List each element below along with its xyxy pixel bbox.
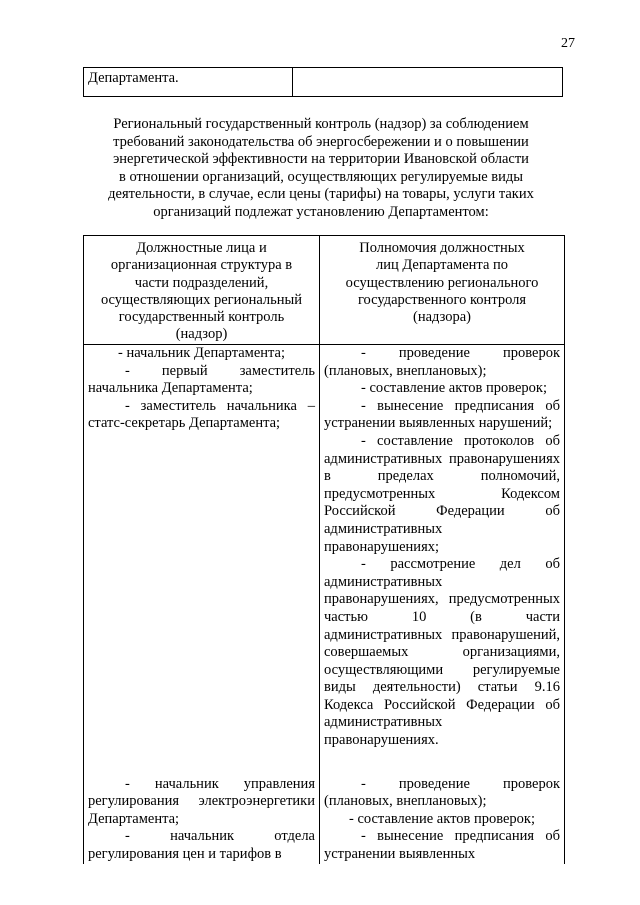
heading-line: в отношении организаций, осуществляющих регулируемые виды [118,168,523,185]
table-header-row [84,236,565,345]
heading-line: организаций подлежат установлению Департаментом: [153,203,489,220]
heading-line: деятельности, в случае, если цены (тарифы) на товары, услуги таких [108,186,534,203]
list-item: - составление протоколов об административных правонарушениях в пределах полномочий, предусмотренных Кодексом Российской Федерации об административных правонарушениях; [324,432,560,555]
heading-line: Региональный государственный контроль (надзор) за соблюдением [113,116,529,132]
list-item: - начальник управления регулирования электроэнергетики Департамента; [88,775,315,827]
authority-table [83,235,565,864]
list-item: - вынесение предписания об устранении выявленных [324,828,560,863]
list-item: - проведение проверок (плановых, внеплановых); [324,345,560,379]
list-item: - рассмотрение дел об административных правонарушениях, предусмотренных частью 10 (в части административных правонарушений, совершаемых организациями, осуществляющими регулируемые виды деятельности) статьи 9.16 Кодекса Российской Федерации об административных правонарушениях. [324,556,560,749]
heading-line: требований законодательства об энергосбережении и о повышении [113,133,529,150]
list-item: - составление актов проверок; [361,380,547,397]
list-item: - начальник Департамента; [117,345,286,361]
list-item: - вынесение предписания об устранении выявленных нарушений; [324,397,560,432]
header-officials: Должностные лица и организационная структура в части подразделений, осуществляющих региональный государственный контроль (надзор) [84,236,320,345]
list-item: - начальник отдела регулирования цен и тарифов в [88,828,315,863]
list-item: - заместитель начальника – статс-секретарь Департамента; [88,397,315,432]
continuation-cell-left: Департамента. [84,68,293,97]
header-powers: Полномочия должностных лиц Департамента по осуществлению регионального государственного контроля (надзора) [320,236,565,345]
list-item: - составление актов проверок; [349,810,535,827]
section-heading [93,116,549,222]
list-item: - первый заместитель начальника Департамента; [88,362,315,397]
powers-cell [320,345,565,864]
page-number: 27 [561,36,575,51]
continuation-table [83,67,563,97]
heading-line: энергетической эффективности на территории Ивановской области [113,151,529,168]
list-item: - проведение проверок (плановых, внеплановых); [324,775,560,810]
continuation-cell-right [293,68,563,97]
officials-cell [84,345,320,864]
table-row [84,345,565,864]
